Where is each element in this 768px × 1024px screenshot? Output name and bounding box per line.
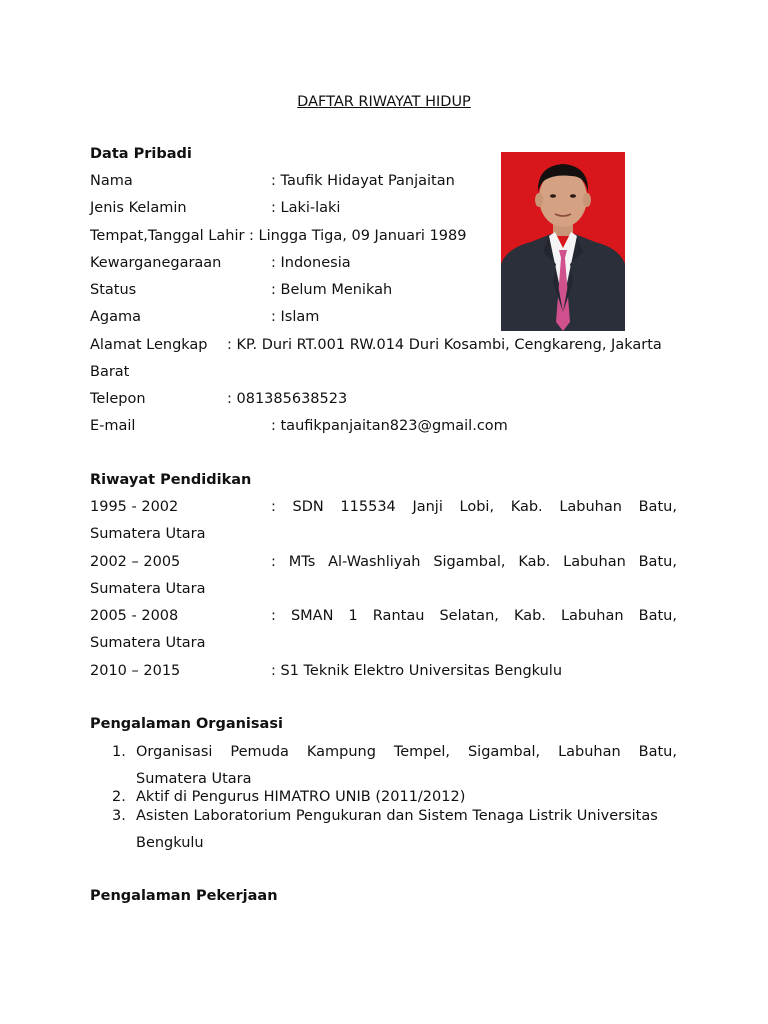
word: Labuhan [559,499,622,515]
word: SDN [292,499,324,515]
kewarganegaraan-value: : Indonesia [271,255,351,271]
education-school-line2: Sumatera Utara [90,635,206,651]
education-years: 2002 – 2005 [90,554,181,570]
education-school-line2: Sumatera Utara [90,526,206,542]
education-years: 2010 – 2015 [90,663,181,679]
word: MTs [288,554,316,570]
word: Batu, [638,608,677,624]
word: Labuhan [563,554,626,570]
document-title: DAFTAR RIWAYAT HIDUP [297,94,471,110]
kewarganegaraan-label: Kewarganegaraan [90,255,222,271]
word: Kab. [510,499,543,515]
word: Lobi, [459,499,495,515]
ttl-line: Tempat,Tanggal Lahir : Lingga Tiga, 09 Januari 1989 [90,228,467,244]
word: Organisasi [136,744,213,760]
nama-value: : Taufik Hidayat Panjaitan [271,173,455,189]
word: Kampung [306,744,376,760]
word: Rantau [372,608,425,624]
telepon-label: Telepon [90,391,146,407]
org-item-line: Asisten Laboratorium Pengukuran dan Sistem Tenaga Listrik Universitas [136,808,658,824]
org-item-number: 1. [112,744,126,760]
org-item-number: 3. [112,808,126,824]
alamat-value-line2: Barat [90,364,130,380]
status-label: Status [90,282,137,298]
nama-label: Nama [90,173,133,189]
word: Al-Washliyah [328,554,421,570]
section-heading-personal: Data Pribadi [90,146,192,162]
word: Pemuda [230,744,289,760]
org-item-number: 2. [112,789,126,805]
word: Selatan, [439,608,499,624]
org-item-line2: Bengkulu [136,835,204,851]
email-label: E-mail [90,418,136,434]
agama-label: Agama [90,309,142,325]
profile-photo [501,152,625,331]
education-school-line: : MTs Al-Washliyah Sigambal, Kab. Labuhan Batu, [271,554,677,570]
word: Batu, [638,744,677,760]
education-years: 1995 - 2002 [90,499,179,515]
word: Tempel, [393,744,451,760]
agama-value: : Islam [271,309,320,325]
telepon-value: : 081385638523 [227,391,348,407]
jenis-kelamin-label: Jenis Kelamin [90,200,187,216]
word: Kab. [513,608,546,624]
email-value: : taufikpanjaitan823@gmail.com [271,418,508,434]
word: Kab. [518,554,551,570]
word: 115534 [340,499,396,515]
education-school-line: : S1 Teknik Elektro Universitas Bengkulu [271,663,563,679]
word: Batu, [638,499,677,515]
word: Sigambal, [467,744,541,760]
alamat-label: Alamat Lengkap [90,337,208,353]
word: Sigambal, [433,554,506,570]
org-item-line2: Sumatera Utara [136,771,252,787]
jenis-kelamin-value: : Laki-laki [271,200,341,216]
alamat-value-line1: : KP. Duri RT.001 RW.014 Duri Kosambi, Cengkareng, Jakarta [227,337,662,353]
word: Janji [412,499,443,515]
education-years: 2005 - 2008 [90,608,179,624]
word: Batu, [638,554,677,570]
section-heading-organization: Pengalaman Organisasi [90,716,283,732]
education-school-line2: Sumatera Utara [90,581,206,597]
word: Labuhan [558,744,621,760]
word: 1 [348,608,358,624]
education-school-line: : SDN 115534 Janji Lobi, Kab. Labuhan Batu, [271,499,677,515]
status-value: : Belum Menikah [271,282,393,298]
section-heading-education: Riwayat Pendidikan [90,472,252,488]
word: Labuhan [560,608,624,624]
person-photo-image [501,152,625,331]
word: SMAN [290,608,334,624]
org-item-line: Aktif di Pengurus HIMATRO UNIB (2011/2012) [136,789,466,805]
section-heading-work: Pengalaman Pekerjaan [90,888,278,904]
org-item-line [136,743,677,761]
education-school-line: : SMAN 1 Rantau Selatan, Kab. Labuhan Batu, [271,608,677,624]
